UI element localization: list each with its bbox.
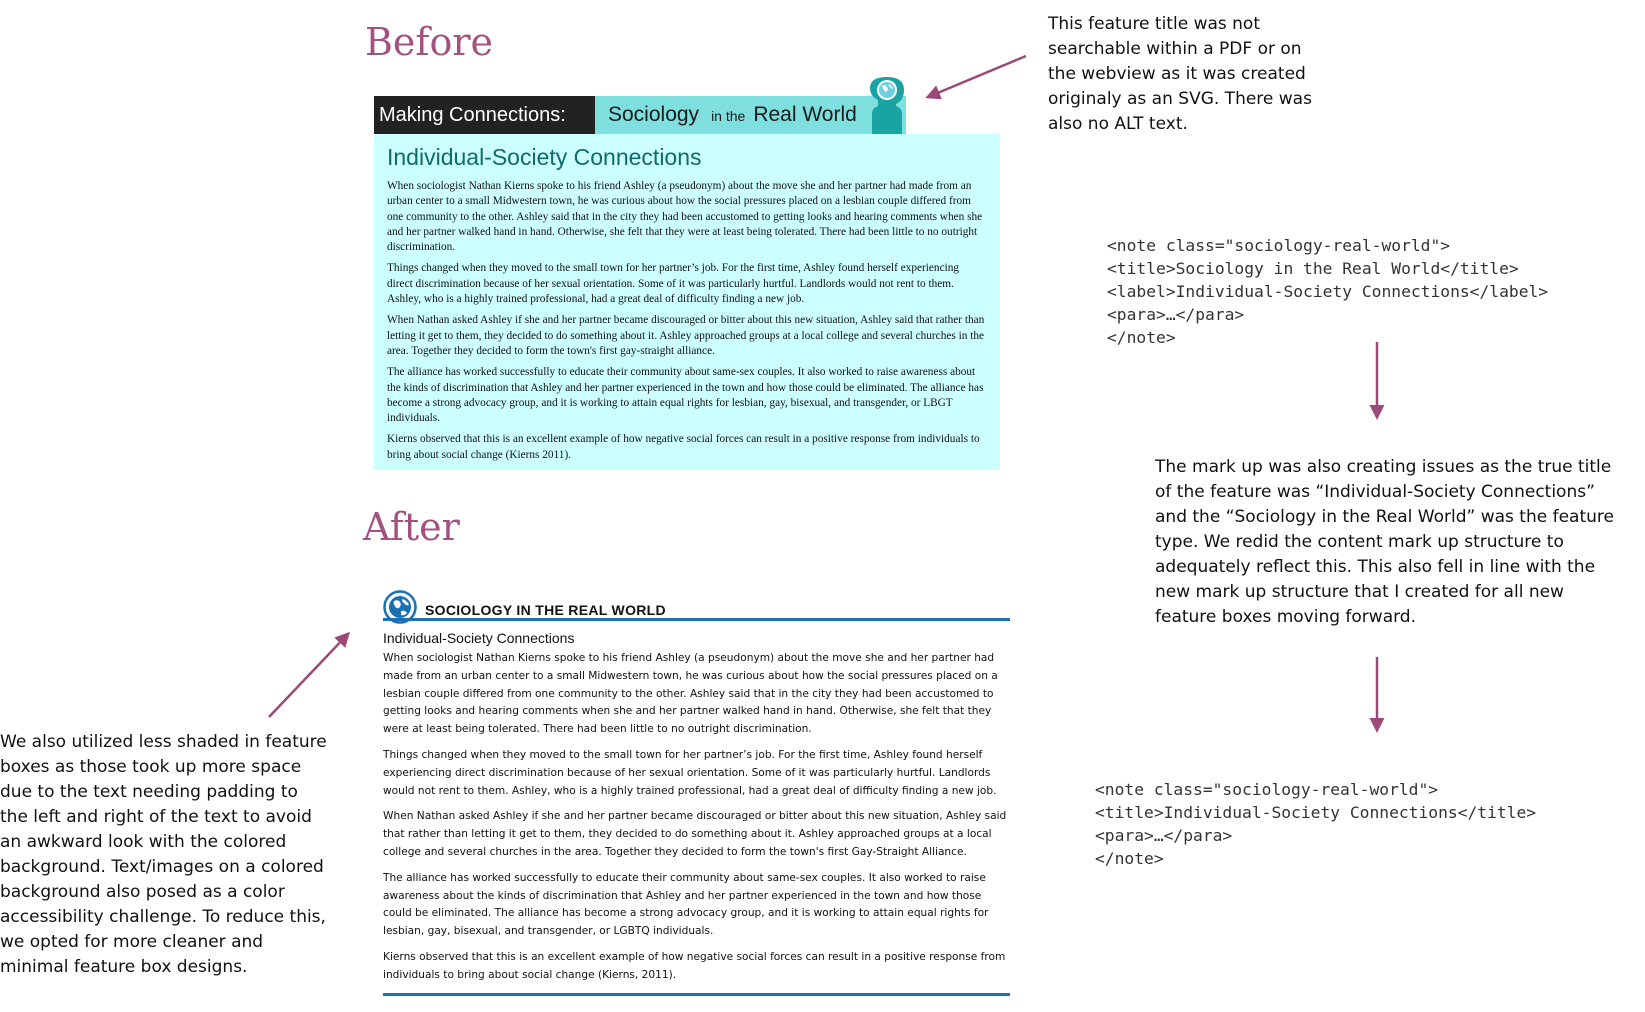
arrow-to-after-box bbox=[269, 634, 348, 717]
after-markup-code bbox=[1095, 778, 1536, 870]
code-line: <para>…</para> bbox=[1107, 305, 1245, 324]
before-feature-title: Individual-Society Connections bbox=[387, 144, 702, 170]
after-feature-body bbox=[383, 630, 1008, 993]
banner-real-world: Real World bbox=[753, 103, 857, 126]
banner-sociology: Sociology bbox=[608, 103, 700, 126]
after-heading: After bbox=[363, 505, 460, 549]
feature-type-banner bbox=[595, 96, 906, 134]
feature-top-rule bbox=[383, 618, 1010, 621]
code-line: <title>Sociology in the Real World</title> bbox=[1107, 259, 1519, 278]
before-feature-box bbox=[374, 92, 1004, 470]
svg-issue-note: This feature title was not searchable within a PDF or on the webview as it was created originaly as an SVG. There was also no ALT text. bbox=[1048, 14, 1312, 134]
before-paragraph: When sociologist Nathan Kierns spoke to his friend Ashley (a pseudonym) about the move she and her partner had made from an urban center to a small Midwestern town, he was curious about how the social pressures placed on a lesbian couple differed from one community to the other. Ashley said that in the city they had been accustomed to getting looks and hearing comments when she and her partner walked hand in hand. Otherwise, she felt that they were at least being tolerated. There had been little to no outright discrimination. bbox=[387, 180, 983, 254]
globe-head-icon bbox=[868, 76, 906, 134]
code-line: <note class="sociology-real-world"> bbox=[1095, 780, 1439, 799]
after-paragraph: Kierns observed that this is an excellent example of how negative social forces can result in a positive response from individuals to bring about social change (Kierns, 2011). bbox=[383, 950, 1006, 981]
code-line: </note> bbox=[1095, 849, 1164, 868]
before-paragraph: Kierns observed that this is an excellent example of how negative social forces can result in a positive response from individuals to bring about social change (Kierns 2011). bbox=[387, 433, 980, 461]
feature-type-label: SOCIOLOGY IN THE REAL WORLD bbox=[425, 602, 666, 618]
code-line: <para>…</para> bbox=[1095, 826, 1233, 845]
before-heading: Before bbox=[365, 20, 494, 64]
feature-bottom-rule bbox=[383, 993, 1010, 996]
after-paragraph: When sociologist Nathan Kierns spoke to his friend Ashley (a pseudonym) about the move she and her partner had made from an urban center to a small Midwestern town, he was curious about how the social pressures placed on a lesbian couple differed from one community to the other. Ashley said that in the city they had been accustomed to getting looks and hearing comments when she and her partner walked hand in hand. Otherwise, she felt that they were at least being tolerated. There had been little to no outright discrimination. bbox=[383, 652, 998, 736]
before-feature-header bbox=[374, 96, 906, 134]
markup-issue-note: The mark up was also creating issues as the true title of the feature was “Individual-Society Connections” and the “Sociology in the Real World” was the feature type. We redid the content mark up structure to adequately reflect this. This also fell in line with the new mark up structure that I created for all new feature boxes moving forward. bbox=[1155, 457, 1614, 627]
before-markup-code bbox=[1107, 234, 1548, 349]
before-paragraph: The alliance has worked successfully to educate their community about same-sex couples. It also worked to raise awareness about the kinds of discrimination that Ashley and her partner experienced in the town and how those could be eliminated. The alliance has become a strong advocacy group, and it is working to attain equal rights for lesbian, gay, bisexual, and transgender, or LBGT individuals. bbox=[387, 366, 984, 425]
after-feature-box bbox=[383, 590, 1013, 1000]
code-line: </note> bbox=[1107, 328, 1176, 347]
after-feature-title: Individual-Society Connections bbox=[383, 630, 575, 646]
after-paragraph: The alliance has worked successfully to educate their community about same-sex couples. It also worked to raise awareness about the kinds of discrimination that Ashley and her partner experienced in the town and how those could be eliminated. The alliance has become a strong advocacy group, and it is working to attain equal rights for lesbian, gay, bisexual, and transgender, or LGBTQ individuals. bbox=[383, 871, 989, 938]
code-line: <title>Individual-Society Connections</title> bbox=[1095, 803, 1537, 822]
after-paragraph: When Nathan asked Ashley if she and her partner became discouraged or bitter about this new situation, Ashley said that rather than letting it get to them, they decided to do something about it. Ashley approached groups at a local college and several churches in the area. Together they decided to form the town's first Gay-Straight Alliance. bbox=[383, 810, 1007, 858]
shading-issue-note: We also utilized less shaded in feature boxes as those took up more space due to the text needing padding to the left and right of the text to avoid an awkward look with the colored background. Text/images on a colored background also posed as a color accessibility challenge. To reduce this, we opted for more cleaner and minimal feature box designs. bbox=[0, 732, 327, 977]
code-line: <label>Individual-Society Connections</label> bbox=[1107, 282, 1549, 301]
code-line: <note class="sociology-real-world"> bbox=[1107, 236, 1451, 255]
making-connections-label: Making Connections: bbox=[374, 96, 595, 134]
before-paragraph: When Nathan asked Ashley if she and her partner became discouraged or bitter about this new situation, Ashley said that rather than letting it get to them, they decided to do something about it. Ashley approached groups at a local college and several churches in the area. Together they decided to form the town's first gay-straight alliance. bbox=[387, 314, 985, 357]
banner-in-the: in the bbox=[711, 108, 746, 124]
before-paragraph: Things changed when they moved to the small town for her partner’s job. For the first time, Ashley found herself experiencing direct discrimination because of her sexual orientation. Some of it was particularly hurtful. Landlords would not rent to them. Ashley, who is a highly trained professional, had a great deal of difficulty finding a new job. bbox=[387, 262, 960, 306]
before-feature-body bbox=[374, 134, 1000, 470]
after-paragraph: Things changed when they moved to the small town for her partner’s job. For the first time, Ashley found herself experiencing direct discrimination because of her sexual orientation. Some of it was particularly hurtful. Landlords would not rent to them. Ashley, who is a highly trained professional, had a great deal of difficulty finding a new job. bbox=[383, 748, 997, 797]
arrow-to-before-icon bbox=[928, 56, 1026, 97]
